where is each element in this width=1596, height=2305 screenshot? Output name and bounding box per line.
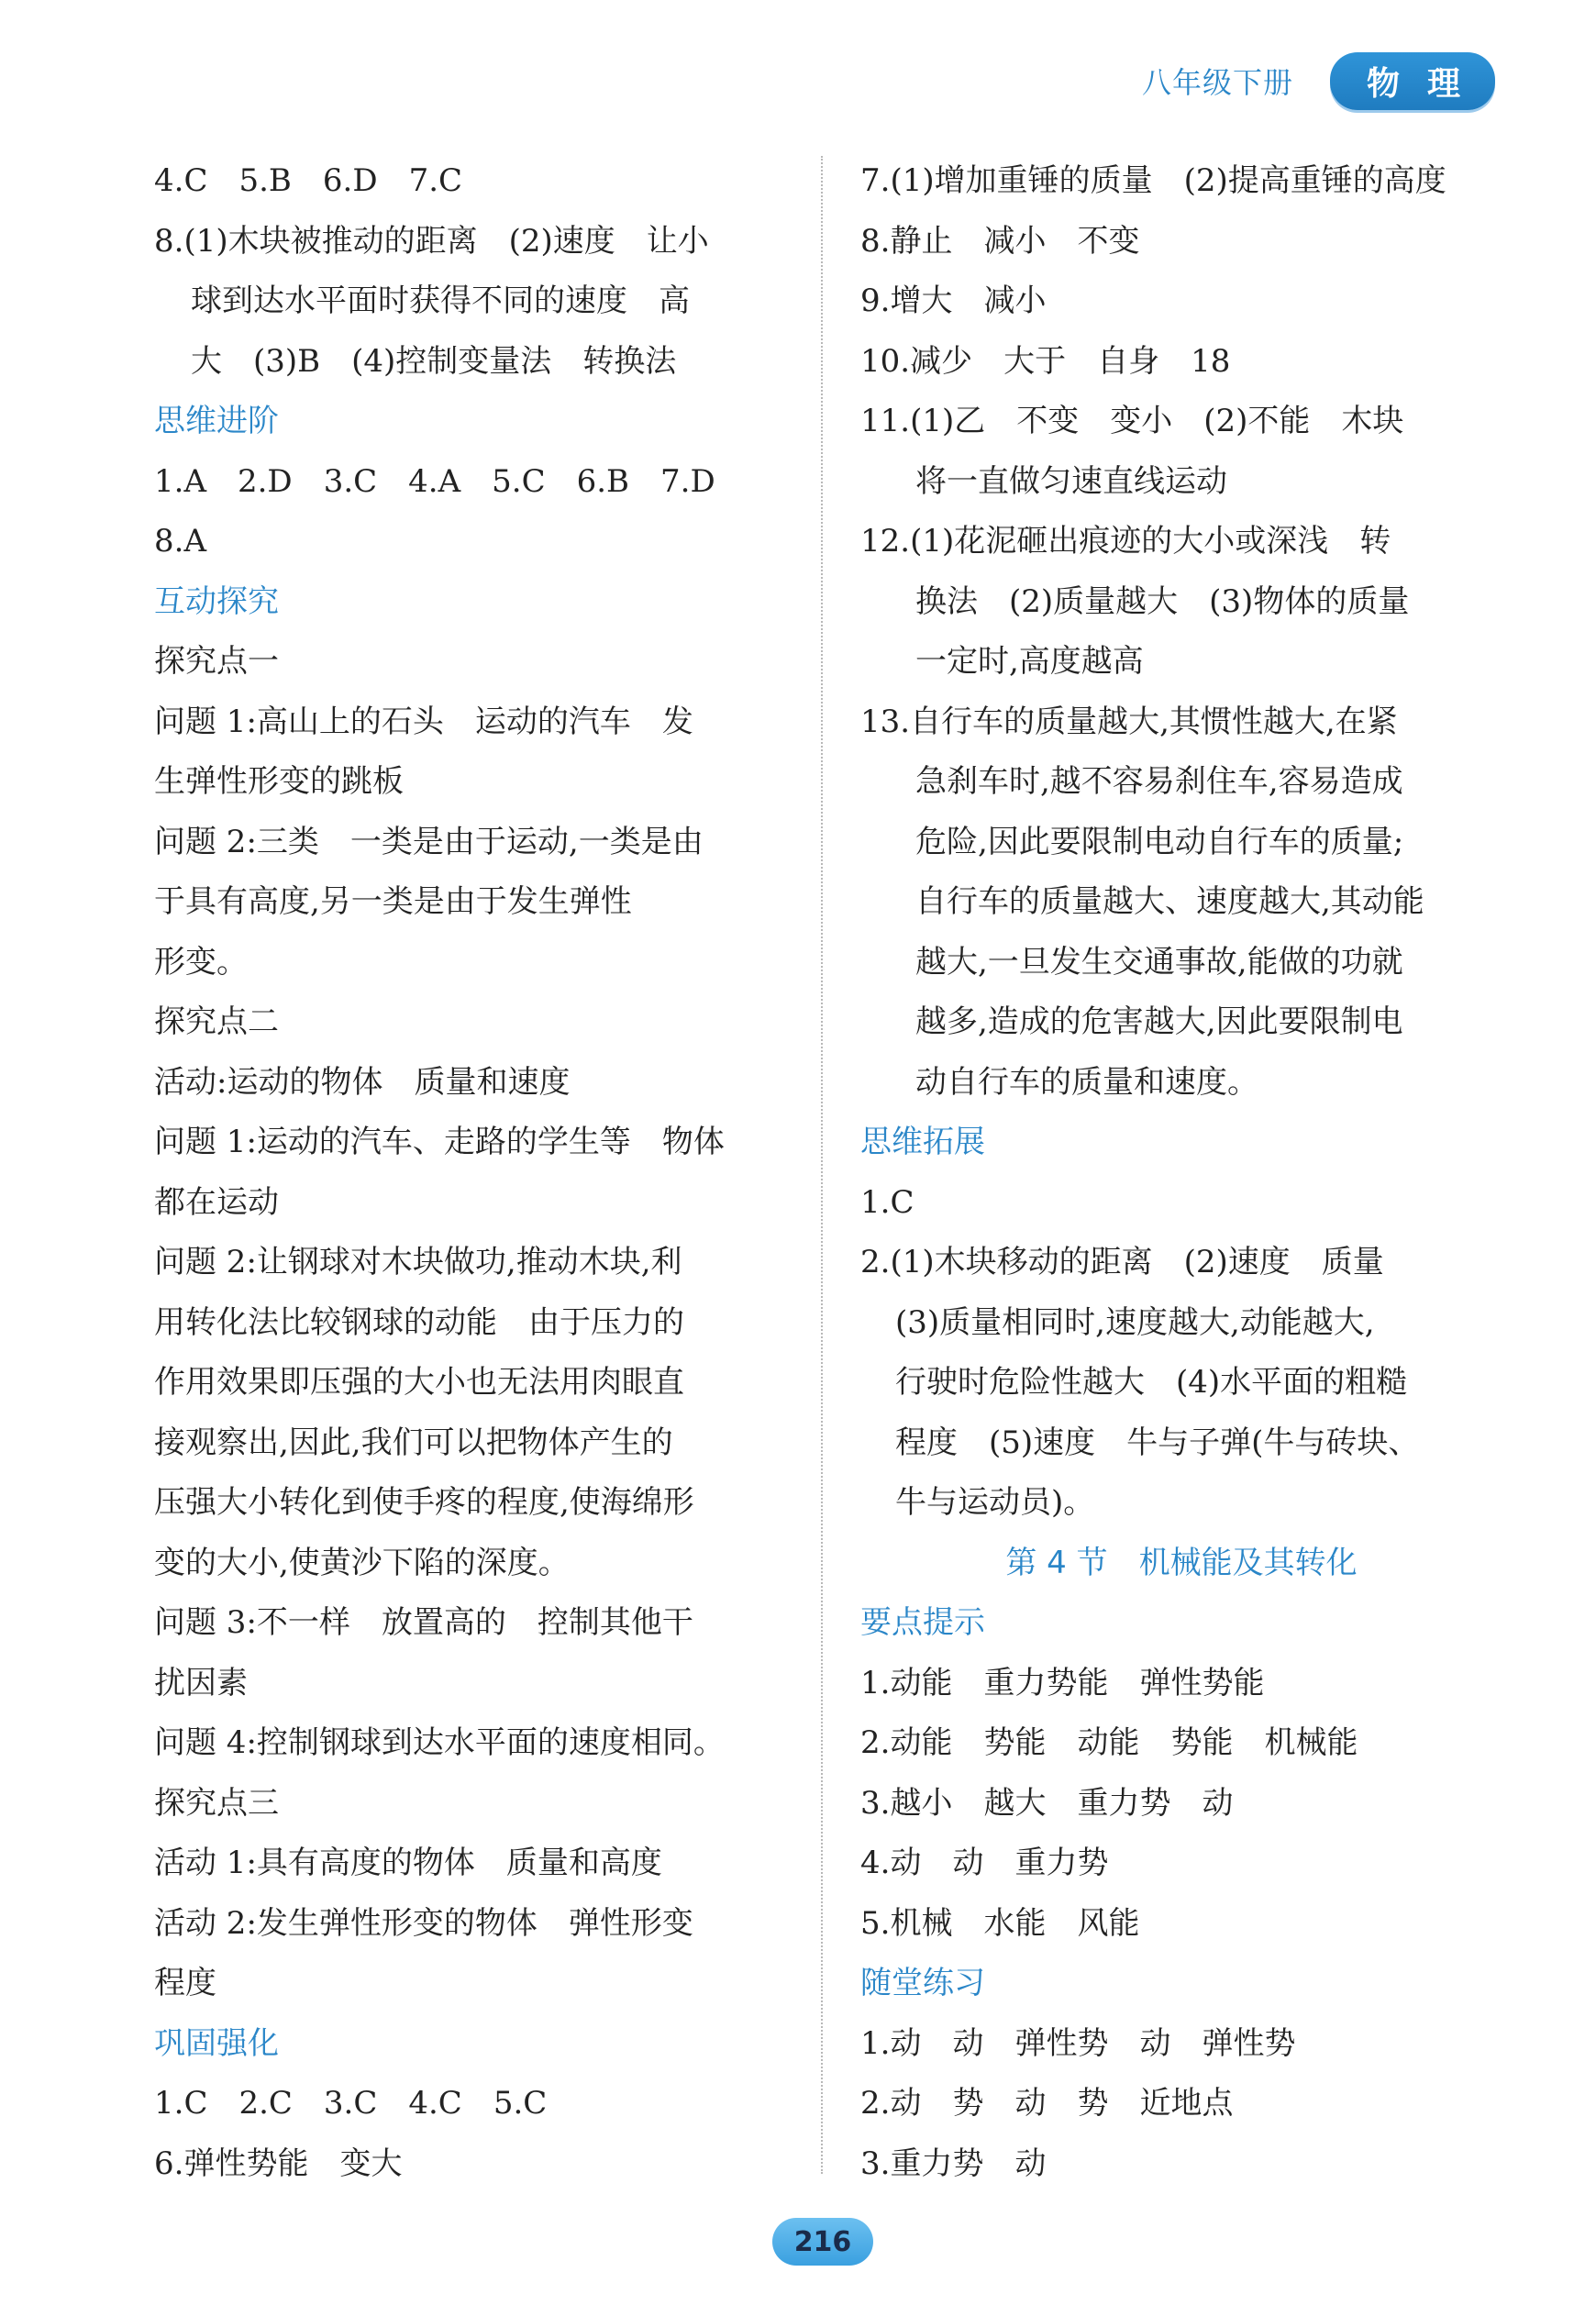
answer-line: 12.(1)花泥砸出痕迹的大小或深浅 转 [860,523,1391,560]
answer-line: 问题 1:高山上的石头 运动的汽车 发 [154,703,693,740]
answer-line: 1.C [860,1183,914,1221]
answer-line: 9.增大 减小 [860,283,1047,319]
answer-line-continued: 行驶时危险性越大 (4)水平面的粗糙 [895,1364,1408,1401]
answer-line: 1.动 动 弹性势 动 弹性势 [860,2024,1296,2062]
answer-line: 11.(1)乙 不变 变小 (2)不能 木块 [860,403,1404,439]
answer-line: 接观察出,因此,我们可以把物体产生的 [154,1424,673,1461]
section-heading: 思维拓展 [860,1124,985,1160]
answer-line: 于具有高度,另一类是由于发生弹性 [154,883,632,920]
grade-label: 八年级下册 [1141,65,1293,100]
answer-line: 问题 3:不一样 放置高的 控制其他干 [154,1604,693,1641]
answer-line-continued: 换法 (2)质量越大 (3)物体的质量 [915,582,1410,620]
answer-line: 问题 4:控制钢球到达水平面的速度相同。 [154,1724,725,1761]
answer-line: 1.C 2.C 3.C 4.C 5.C [154,2085,548,2122]
answer-line: 8.静止 减小 不变 [860,222,1140,260]
answer-line-continued: 越大,一旦发生交通事故,能做的功就 [915,943,1403,981]
answer-line: 扰因素 [154,1664,248,1701]
answer-line: 用转化法比较钢球的动能 由于压力的 [154,1303,684,1341]
right-column [860,151,1502,2194]
section-heading: 互动探究 [154,582,279,620]
section-heading: 巩固强化 [154,2024,279,2062]
page-number: 216 [772,2218,873,2266]
answer-line: 7.(1)增加重锤的质量 (2)提高重锤的高度 [860,162,1446,199]
answer-line: 问题 2:让钢球对木块做功,推动木块,利 [154,1244,682,1280]
section-heading: 要点提示 [860,1604,985,1641]
answer-line-continued: 将一直做匀速直线运动 [915,462,1227,500]
answer-line-continued: 越多,造成的危害越大,因此要限制电 [915,1003,1403,1040]
answer-line: 2.动能 势能 动能 势能 机械能 [860,1724,1358,1761]
answer-line: 2.动 势 动 势 近地点 [860,2085,1234,2122]
answer-line: 3.越小 越大 重力势 动 [860,1784,1234,1822]
answer-line: 活动 1:具有高度的物体 质量和高度 [154,1845,662,1881]
answer-line: 活动 2:发生弹性形变的物体 弹性形变 [154,1904,693,1942]
answer-line: 8.A [154,523,206,560]
answer-line: 3.重力势 动 [860,2144,1047,2182]
answer-line-continued: 程度 (5)速度 牛与子弹(牛与砖块、 [895,1424,1420,1461]
answer-line: 变的大小,使黄沙下陷的深度。 [154,1544,570,1581]
answer-line: 压强大小转化到使手疼的程度,使海绵形 [154,1484,694,1521]
answer-line: 探究点一 [154,643,279,680]
answer-line: 6.弹性势能 变大 [154,2144,403,2182]
answer-line-continued: 动自行车的质量和速度。 [915,1063,1258,1101]
answer-line: 活动:运动的物体 质量和速度 [154,1063,571,1101]
answer-line: 生弹性形变的跳板 [154,763,404,800]
answer-line: 1.动能 重力势能 弹性势能 [860,1664,1265,1701]
answer-line-continued: 急刹车时,越不容易刹住车,容易造成 [915,763,1403,800]
section-heading: 随堂练习 [860,1965,985,2001]
answer-line: 13.自行车的质量越大,其惯性越大,在紧 [860,703,1398,740]
page-header [1142,53,1495,108]
section-heading: 思维进阶 [154,403,279,439]
column-divider [821,156,823,2174]
answer-line-continued: 球到达水平面时获得不同的速度 高 [191,283,690,319]
answer-line: 作用效果即压强的大小也无法用肉眼直 [154,1364,684,1401]
answer-line: 探究点三 [154,1784,279,1822]
answer-line-continued: 自行车的质量越大、速度越大,其动能 [915,883,1424,920]
answer-line-continued: 牛与运动员)。 [895,1484,1095,1521]
answer-line: 1.A 2.D 3.C 4.A 5.C 6.B 7.D [154,462,715,500]
answer-line: 都在运动 [154,1183,279,1221]
answer-line-continued: 危险,因此要限制电动自行车的质量; [915,823,1404,860]
answer-line: 8.(1)木块被推动的距离 (2)速度 让小 [154,222,709,260]
answer-line: 4.动 动 重力势 [860,1845,1109,1881]
answer-line: 程度 [154,1965,216,2001]
subject-badge: 物理 [1330,52,1495,110]
answer-line: 问题 1:运动的汽车、走路的学生等 物体 [154,1124,725,1160]
answer-line: 探究点二 [154,1003,279,1040]
answer-line: 10.减少 大于 自身 18 [860,342,1231,380]
answer-line: 问题 2:三类 一类是由于运动,一类是由 [154,823,704,860]
answer-line: 4.C 5.B 6.D 7.C [154,162,463,199]
answer-line: 5.机械 水能 风能 [860,1904,1140,1942]
chapter-heading: 第 4 节 机械能及其转化 [1005,1544,1358,1581]
answer-line: 2.(1)木块移动的距离 (2)速度 质量 [860,1244,1384,1280]
answer-line: 形变。 [154,943,248,981]
left-column [154,151,796,2194]
answer-line-continued: 大 (3)B (4)控制变量法 转换法 [191,342,677,380]
answer-line-continued: 一定时,高度越高 [915,643,1144,680]
answer-line-continued: (3)质量相同时,速度越大,动能越大, [895,1303,1375,1341]
